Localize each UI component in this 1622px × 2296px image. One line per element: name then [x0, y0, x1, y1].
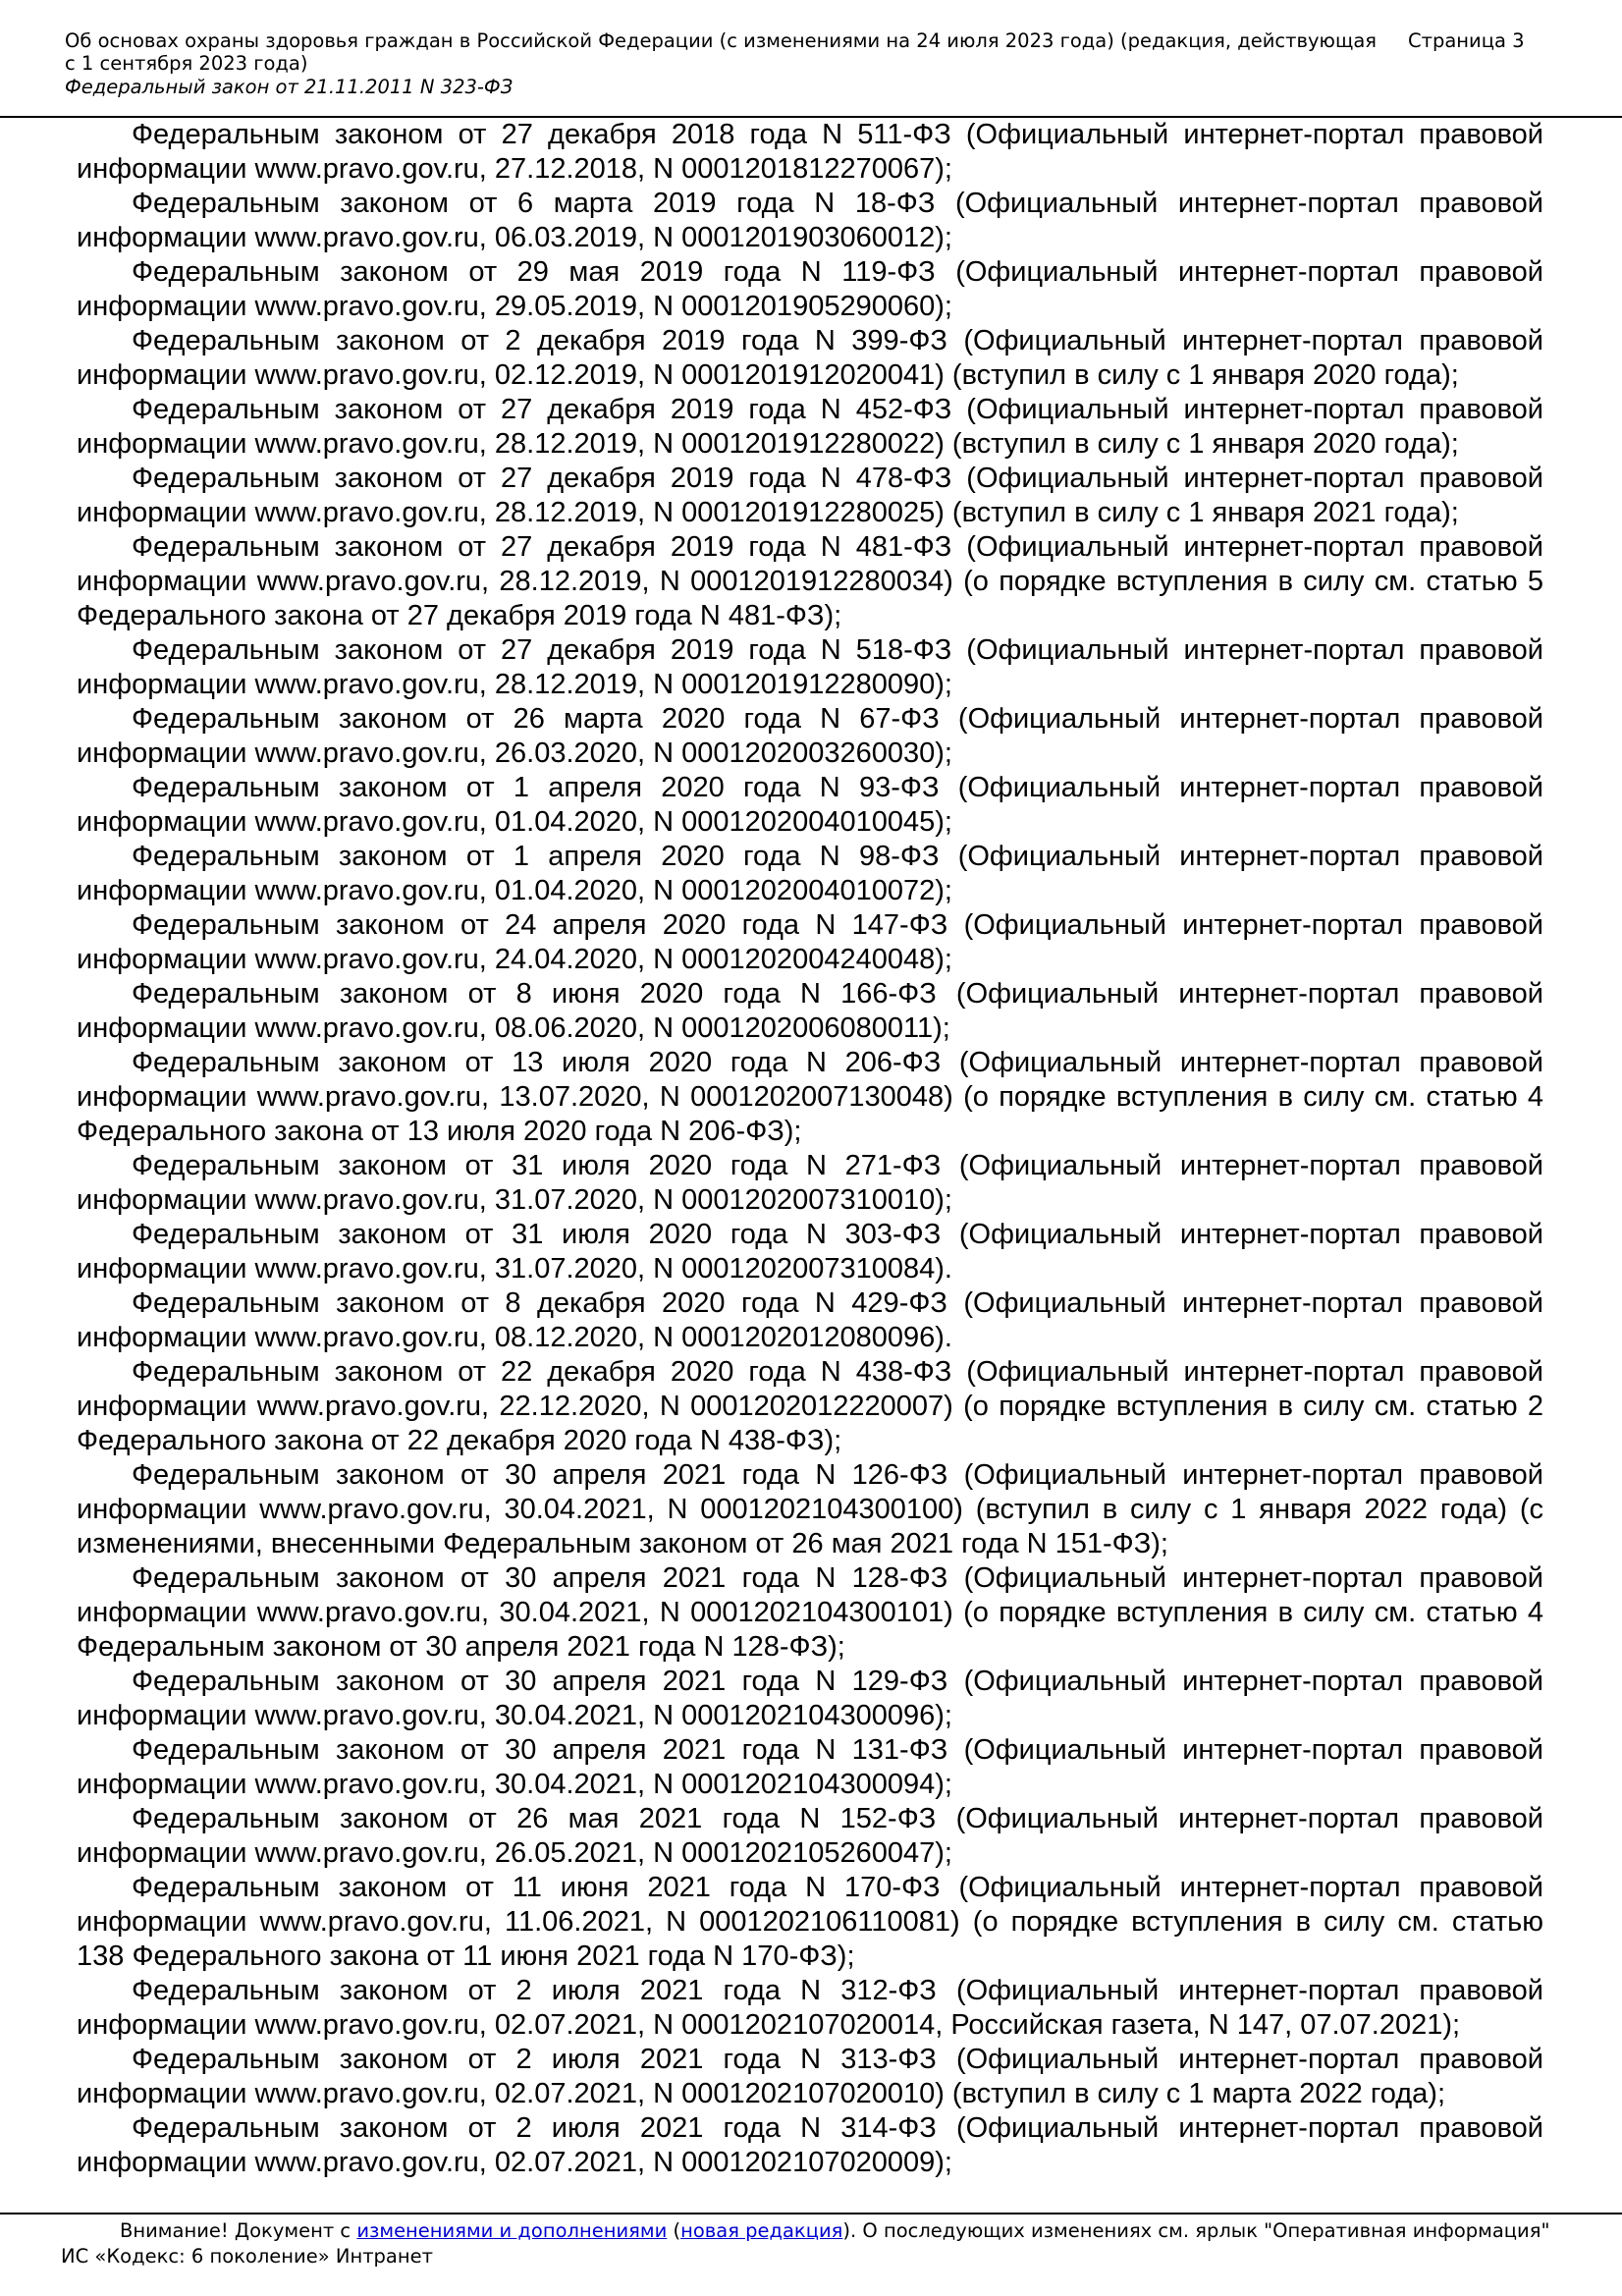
- amendment-entry: Федеральным законом от 2 июля 2021 года N 312-ФЗ (Официальный интернет-портал правовой информации www.pravo.gov.ru, 02.07.2021, N 0001202107020014, Российская газета, N 147, 07.07.2021);: [77, 1975, 1543, 2041]
- amendment-entry: Федеральным законом от 22 декабря 2020 года N 438-ФЗ (Официальный интернет-портал правовой информации www.pravo.gov.ru, 22.12.2020, N 0001202012220007) (о порядке вступления в силу см. статью 2 Федерального закона от 22 декабря 2020 года N 438-ФЗ);: [77, 1356, 1543, 1456]
- notice-paren: (: [667, 2219, 681, 2242]
- notice-suffix: ). О последующих изменениях см. ярлык "Оперативная информация": [842, 2219, 1550, 2242]
- amendment-entry: Федеральным законом от 27 декабря 2019 года N 452-ФЗ (Официальный интернет-портал правовой информации www.pravo.gov.ru, 28.12.2019, N 0001201912280022) (вступил в силу с 1 января 2020 года);: [77, 394, 1543, 460]
- page-number: Страница 3: [1408, 29, 1525, 52]
- amendment-entry: Федеральным законом от 29 мая 2019 года N 119-ФЗ (Официальный интернет-портал правовой информации www.pravo.gov.ru, 29.05.2019, N 0001201905290060);: [77, 256, 1543, 322]
- amendment-entry: Федеральным законом от 27 декабря 2018 года N 511-ФЗ (Официальный интернет-портал правовой информации www.pravo.gov.ru, 27.12.2018, N 0001201812270067);: [77, 119, 1543, 185]
- amendment-entry: Федеральным законом от 6 марта 2019 года N 18-ФЗ (Официальный интернет-портал правовой информации www.pravo.gov.ru, 06.03.2019, N 0001201903060012);: [77, 188, 1543, 253]
- amendment-entry: Федеральным законом от 30 апреля 2021 года N 131-ФЗ (Официальный интернет-портал правовой информации www.pravo.gov.ru, 30.04.2021, N 0001202104300094);: [77, 1734, 1543, 1800]
- changes-link[interactable]: изменениями и дополнениями: [356, 2219, 668, 2242]
- amendment-entry: Федеральным законом от 1 апреля 2020 года N 98-ФЗ (Официальный интернет-портал правовой информации www.pravo.gov.ru, 01.04.2020, N 0001202004010072);: [77, 841, 1543, 906]
- amendment-entry: Федеральным законом от 8 декабря 2020 года N 429-ФЗ (Официальный интернет-портал правовой информации www.pravo.gov.ru, 08.12.2020, N 0001202012080096).: [77, 1287, 1543, 1353]
- amendment-entry: Федеральным законом от 30 апреля 2021 года N 128-ФЗ (Официальный интернет-портал правовой информации www.pravo.gov.ru, 30.04.2021, N 0001202104300101) (о порядке вступления в силу см. статью 4 Федеральным законом от 30 апреля 2021 года N 128-ФЗ);: [77, 1562, 1543, 1663]
- amendment-entry: Федеральным законом от 27 декабря 2019 года N 478-ФЗ (Официальный интернет-портал правовой информации www.pravo.gov.ru, 28.12.2019, N 0001201912280025) (вступил в силу с 1 января 2021 года);: [77, 463, 1543, 528]
- amendment-entry: Федеральным законом от 2 июля 2021 года N 314-ФЗ (Официальный интернет-портал правовой информации www.pravo.gov.ru, 02.07.2021, N 0001202107020009);: [77, 2112, 1543, 2178]
- amendment-entry: Федеральным законом от 31 июля 2020 года N 303-ФЗ (Официальный интернет-портал правовой информации www.pravo.gov.ru, 31.07.2020, N 0001202007310084).: [77, 1219, 1543, 1285]
- product-name: ИС «Кодекс: 6 поколение» Интранет: [61, 2245, 433, 2268]
- amendment-entry: Федеральным законом от 30 апреля 2021 года N 126-ФЗ (Официальный интернет-портал правовой информации www.pravo.gov.ru, 30.04.2021, N 0001202104300100) (вступил в силу с 1 января 2022 года) (с изменениями, внесенными Федеральным законом от 26 мая 2021 года N 151-ФЗ);: [77, 1459, 1543, 1559]
- amendment-entry: Федеральным законом от 30 апреля 2021 года N 129-ФЗ (Официальный интернет-портал правовой информации www.pravo.gov.ru, 30.04.2021, N 0001202104300096);: [77, 1666, 1543, 1731]
- footer-divider: [0, 2213, 1622, 2214]
- amendment-entry: Федеральным законом от 27 декабря 2019 года N 481-ФЗ (Официальный интернет-портал правовой информации www.pravo.gov.ru, 28.12.2019, N 0001201912280034) (о порядке вступления в силу см. статью 5 Федерального закона от 27 декабря 2019 года N 481-ФЗ);: [77, 531, 1543, 631]
- amendment-entry: Федеральным законом от 26 мая 2021 года N 152-ФЗ (Официальный интернет-портал правовой информации www.pravo.gov.ru, 26.05.2021, N 0001202105260047);: [77, 1803, 1543, 1869]
- amendment-entry: Федеральным законом от 26 марта 2020 года N 67-ФЗ (Официальный интернет-портал правовой информации www.pravo.gov.ru, 26.03.2020, N 0001202003260030);: [77, 703, 1543, 769]
- new-edition-link[interactable]: новая редакция: [680, 2219, 843, 2242]
- notice-prefix: Внимание! Документ с: [120, 2219, 357, 2242]
- amendment-entry: Федеральным законом от 27 декабря 2019 года N 518-ФЗ (Официальный интернет-портал правовой информации www.pravo.gov.ru, 28.12.2019, N 0001201912280090);: [77, 634, 1543, 700]
- footer-notice: [120, 2219, 1549, 2243]
- document-title: Об основах охраны здоровья граждан в Российской Федерации (с изменениями на 24 июля 2023 года) (редакция, действующая с 1 сентября 2023 года): [65, 29, 1378, 75]
- law-reference: Федеральный закон от 21.11.2011 N 323-ФЗ: [65, 76, 514, 98]
- amendment-entry: Федеральным законом от 8 июня 2020 года N 166-ФЗ (Официальный интернет-портал правовой информации www.pravo.gov.ru, 08.06.2020, N 0001202006080011);: [77, 978, 1543, 1044]
- amendment-entry: Федеральным законом от 13 июля 2020 года N 206-ФЗ (Официальный интернет-портал правовой информации www.pravo.gov.ru, 13.07.2020, N 0001202007130048) (о порядке вступления в силу см. статью 4 Федерального закона от 13 июля 2020 года N 206-ФЗ);: [77, 1047, 1543, 1147]
- amendment-entry: Федеральным законом от 1 апреля 2020 года N 93-ФЗ (Официальный интернет-портал правовой информации www.pravo.gov.ru, 01.04.2020, N 0001202004010045);: [77, 772, 1543, 838]
- page-header: [65, 29, 1538, 112]
- amendment-entry: Федеральным законом от 24 апреля 2020 года N 147-ФЗ (Официальный интернет-портал правовой информации www.pravo.gov.ru, 24.04.2020, N 0001202004240048);: [77, 909, 1543, 975]
- amendment-entry: Федеральным законом от 2 июля 2021 года N 313-ФЗ (Официальный интернет-портал правовой информации www.pravo.gov.ru, 02.07.2021, N 0001202107020010) (вступил в силу с 1 марта 2022 года);: [77, 2044, 1543, 2109]
- document-body: [77, 118, 1543, 2180]
- amendment-entry: Федеральным законом от 2 декабря 2019 года N 399-ФЗ (Официальный интернет-портал правовой информации www.pravo.gov.ru, 02.12.2019, N 0001201912020041) (вступил в силу с 1 января 2020 года);: [77, 325, 1543, 391]
- amendment-entry: Федеральным законом от 11 июня 2021 года N 170-ФЗ (Официальный интернет-портал правовой информации www.pravo.gov.ru, 11.06.2021, N 0001202106110081) (о порядке вступления в силу см. статью 138 Федерального закона от 11 июня 2021 года N 170-ФЗ);: [77, 1872, 1543, 1972]
- amendment-entry: Федеральным законом от 31 июля 2020 года N 271-ФЗ (Официальный интернет-портал правовой информации www.pravo.gov.ru, 31.07.2020, N 0001202007310010);: [77, 1150, 1543, 1216]
